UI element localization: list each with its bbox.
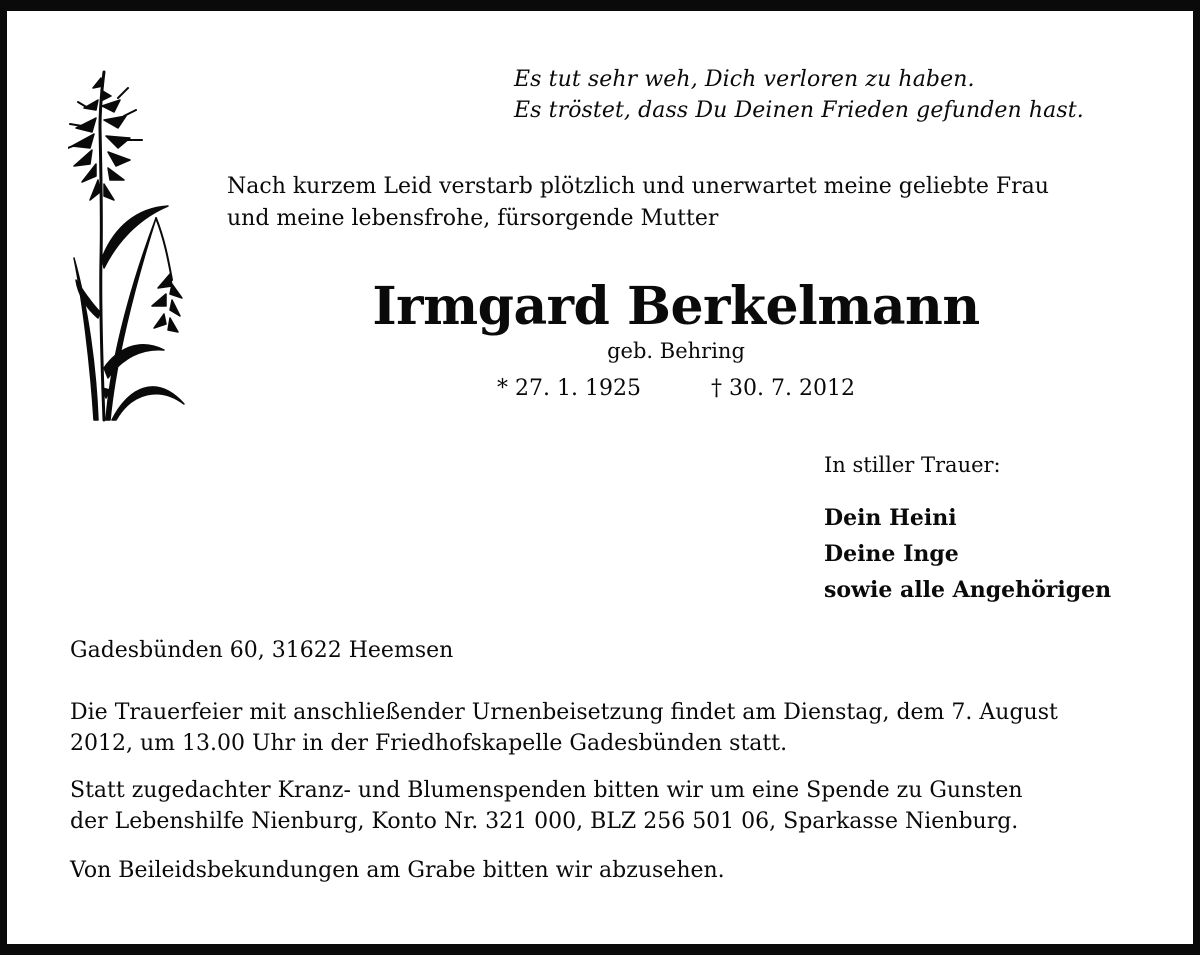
donation-notice-line-2: der Lebenshilfe Nienburg, Konto Nr. 321 000, BLZ 256 501 06, Sparkasse Nienburg.: [70, 809, 1019, 834]
mourner: sowie alle Angehörigen: [824, 577, 1112, 603]
mourner: Dein Heini: [824, 505, 957, 531]
motto-line-1: Es tut sehr weh, Dich verloren zu haben.: [514, 67, 975, 92]
grass-stalk-icon: [68, 68, 188, 422]
birth-name: geb. Behring: [607, 339, 745, 363]
intro-line-2: und meine lebensfrohe, fürsorgende Mutter: [227, 206, 719, 231]
motto-line-2: Es tröstet, dass Du Deinen Frieden gefunden hast.: [514, 98, 1084, 123]
death-date: † 30. 7. 2012: [711, 376, 855, 401]
mourner: Deine Inge: [824, 541, 959, 567]
condolence-notice-line-1: Von Beileidsbekundungen am Grabe bitten wir abzusehen.: [70, 858, 725, 883]
funeral-notice: [70, 697, 1058, 759]
motto: [514, 64, 1084, 126]
deceased-name: Irmgard Berkelmann: [372, 276, 980, 337]
intro-text: [227, 171, 1049, 235]
funeral-notice-line-1: Die Trauerfeier mit anschließender Urnenbeisetzung findet am Dienstag, dem 7. August: [70, 700, 1058, 725]
condolence-notice: [70, 855, 725, 886]
address: Gadesbünden 60, 31622 Heemsen: [70, 638, 454, 663]
donation-notice-line-1: Statt zugedachter Kranz- und Blumenspenden bitten wir um eine Spende zu Gunsten: [70, 778, 1023, 803]
mourners-list: [824, 500, 1111, 608]
donation-notice: [70, 775, 1023, 837]
birth-date: * 27. 1. 1925: [497, 376, 641, 401]
intro-line-1: Nach kurzem Leid verstarb plötzlich und unerwartet meine geliebte Frau: [227, 174, 1049, 199]
mourning-heading: In stiller Trauer:: [824, 453, 1001, 477]
funeral-notice-line-2: 2012, um 13.00 Uhr in der Friedhofskapelle Gadesbünden statt.: [70, 731, 788, 756]
